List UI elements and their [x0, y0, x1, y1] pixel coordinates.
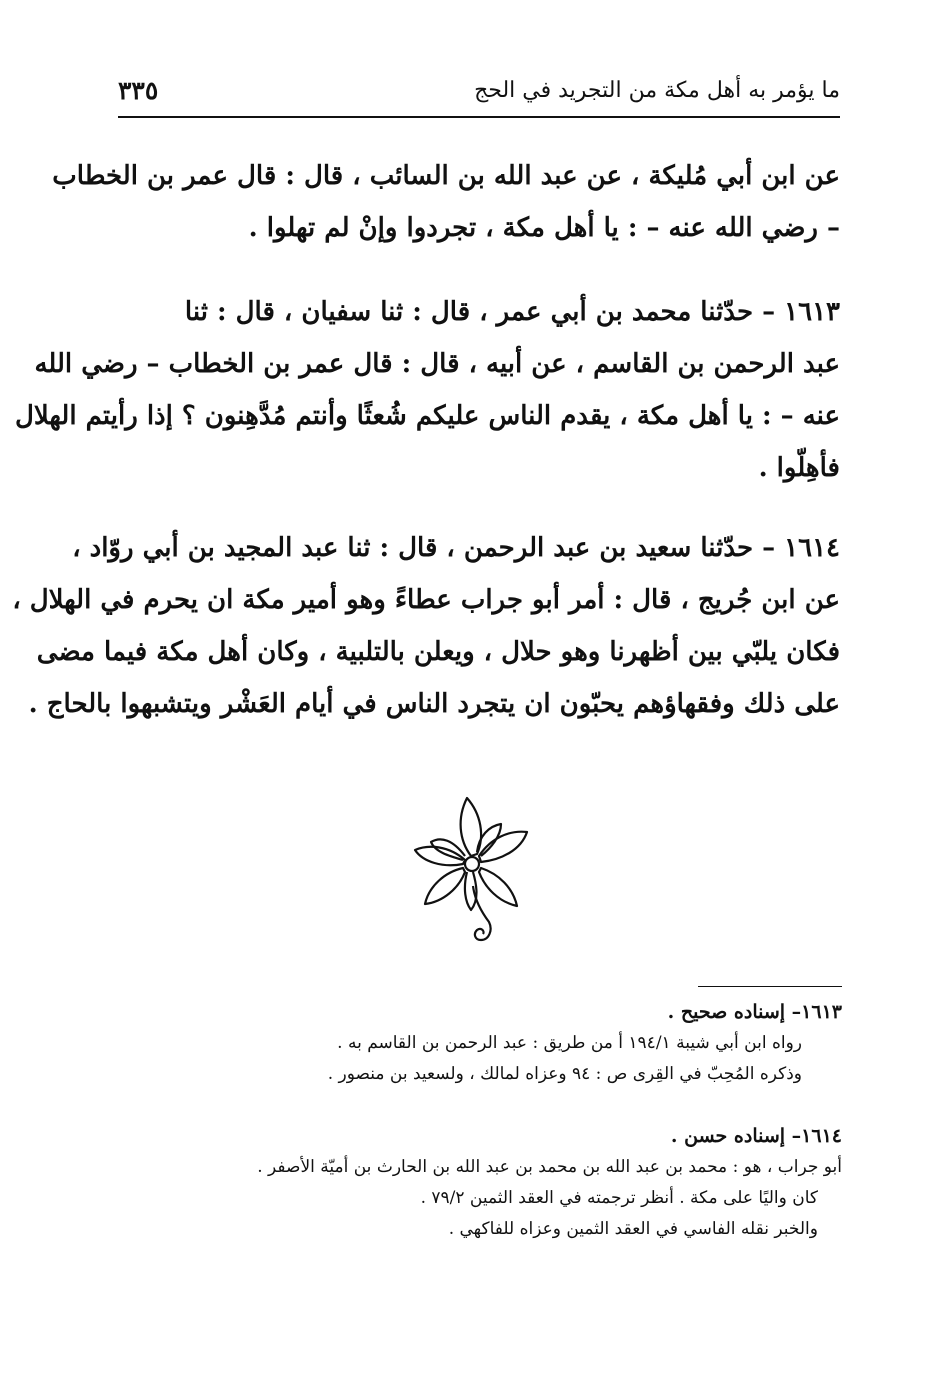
text-line: عبد الرحمن بن القاسم ، عن أبيه ، قال : قال عمر بن الخطاب – رضي الله	[34, 349, 840, 379]
footnote-heading: ١٦١٤– إسناده حسن .	[670, 1125, 842, 1147]
footnote-separator	[698, 986, 842, 987]
text-line: عن ابن أبي مُليكة ، عن عبد الله بن السائب ، قال : قال عمر بن الخطاب	[52, 161, 840, 191]
text-line: ١٦١٤ – حدّثنا سعيد بن عبد الرحمن ، قال : ثنا عبد المجيد بن أبي روّاد ،	[72, 533, 840, 563]
footnote-1614	[118, 1120, 842, 1245]
paragraph-continuation	[52, 150, 840, 254]
text-line: على ذلك وفقهاؤهم يحبّون ان يتجرد الناس في أيام العَشْر ويتشبهوا بالحاج .	[28, 689, 840, 719]
footnote-line: كان واليًا على مكة . أنظر ترجمته في العقد الثمين ٧٩/٢ .	[420, 1188, 818, 1208]
text-line: فأهِلّوا .	[758, 453, 840, 483]
text-line: – رضي الله عنه – : يا أهل مكة ، تجردوا وإنْ لم تهلوا .	[248, 213, 840, 243]
text-line: عن ابن جُريج ، قال : أمر أبو جراب عطاءً وهو أمير مكة ان يحرم في الهلال ،	[12, 585, 840, 615]
flower-ornament-icon	[405, 790, 535, 955]
footnote-line: وذكره المُحِبّ في القِرى ص : ٩٤ وعزاه لمالك ، ولسعيد بن منصور .	[327, 1064, 802, 1084]
footnote-heading: ١٦١٣– إسناده صحيح .	[667, 1001, 842, 1023]
paragraph-1613	[15, 286, 840, 494]
page-number: ٣٣٥	[118, 76, 159, 105]
footnote-line: والخبر نقله الفاسي في العقد الثمين وعزاه للفاكهي .	[448, 1219, 818, 1239]
footnote-line: رواه ابن أبي شيبة ١٩٤/١ أ من طريق : عبد الرحمن بن القاسم به .	[337, 1033, 802, 1053]
paragraph-1614	[12, 522, 840, 730]
text-line: عنه – : يا أهل مكة ، يقدم الناس عليكم شُعثًا وأنتم مُدَّهِنون ؟ إذا رأيتم الهلال	[15, 401, 840, 431]
running-title: ما يؤمر به أهل مكة من التجريد في الحج	[474, 78, 840, 103]
footnote-line: أبو جراب ، هو : محمد بن عبد الله بن محمد بن عبد الله بن الحارث بن أميّة الأصفر .	[257, 1157, 842, 1177]
page-header	[118, 72, 840, 118]
text-line: ١٦١٣ – حدّثنا محمد بن أبي عمر ، قال : ثنا سفيان ، قال : ثنا	[184, 297, 840, 327]
text-line: فكان يلبّي بين أظهرنا وهو حلال ، ويعلن بالتلبية ، وكان أهل مكة فيما مضى	[36, 637, 840, 667]
footnote-1613	[118, 996, 842, 1090]
